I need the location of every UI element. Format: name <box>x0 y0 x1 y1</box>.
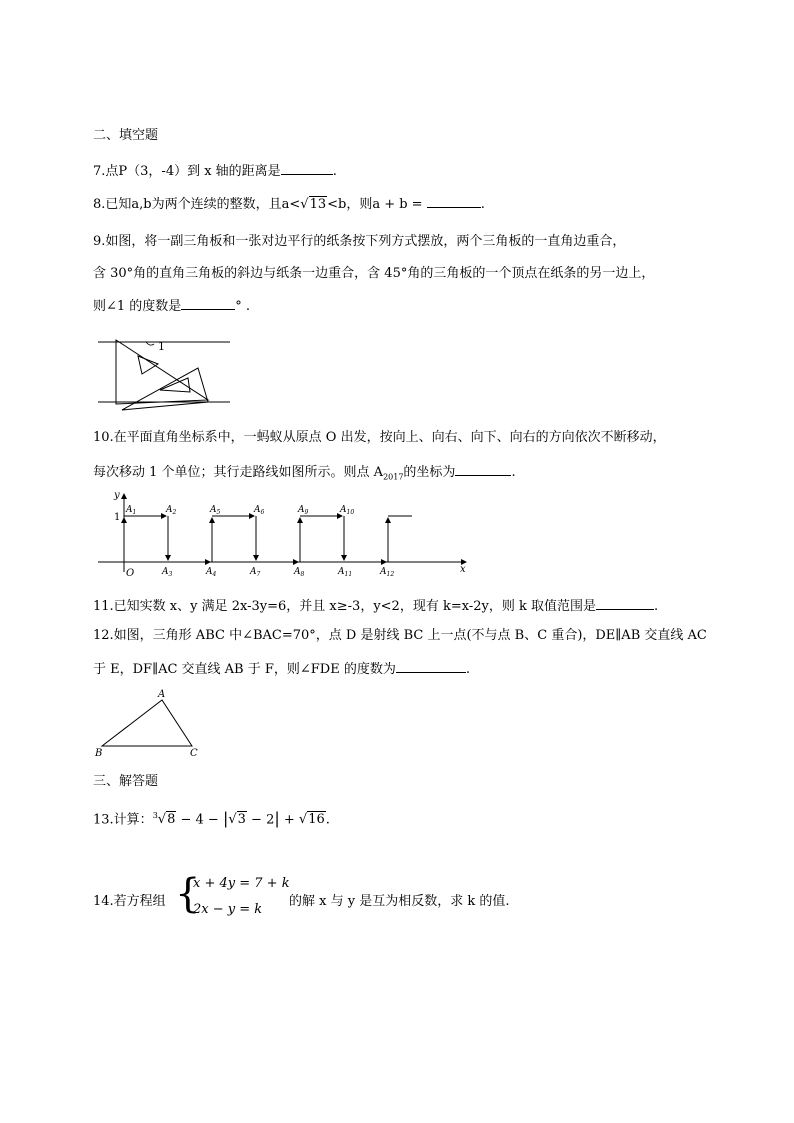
question-7-end: . <box>332 164 337 179</box>
triangle-abc-figure <box>92 686 204 758</box>
section-heading-fill-blank: 二、填空题 <box>93 128 159 143</box>
question-9-line-1: 9.如图，将一副三角板和一张对边平行的纸条按下列方式摆放，两个三角板的一直角边重合， <box>93 234 626 249</box>
answer-blank[interactable] <box>396 660 466 673</box>
question-11 <box>93 597 658 615</box>
question-13-text: 13.计算： <box>93 812 153 828</box>
question-9-text: 则∠1 的度数是 <box>93 299 182 314</box>
ant-path <box>124 516 412 562</box>
answer-blank[interactable] <box>427 195 481 208</box>
abs-bar-right: | <box>274 808 280 828</box>
question-11-text: 11.已知实数 x、y 满足 2x-3y=6，并且 x≥-3，y<2，现有 k=x-2y，则 k 取值范围是 <box>93 599 596 614</box>
cube-root-index: 3 <box>152 811 158 820</box>
abs-bar-left: | <box>222 808 229 828</box>
angle-1-label: 1 <box>158 340 165 353</box>
minus-four: − 4 − <box>176 812 223 828</box>
answer-blank[interactable] <box>455 463 511 476</box>
plus-sign: + <box>279 812 299 828</box>
answer-blank[interactable] <box>181 297 235 310</box>
question-8-text-pre: 8.已知a,b为两个连续的整数，且a< <box>93 197 301 212</box>
radicand: 8 <box>167 812 176 828</box>
question-12-line-2 <box>93 660 470 678</box>
vertex-b-label: B <box>95 748 103 758</box>
question-13 <box>93 808 330 828</box>
answer-blank[interactable] <box>596 597 654 610</box>
point-label-a9: $A_9$ <box>298 505 309 516</box>
question-8-end: . <box>480 197 485 212</box>
answer-blank[interactable] <box>281 162 333 175</box>
question-14-text: 14.若方程组 <box>93 894 166 909</box>
question-13-end: . <box>325 812 330 828</box>
triangle-45 <box>122 368 208 410</box>
question-10-line-2 <box>93 463 516 486</box>
radicand: 3 <box>237 812 246 828</box>
equation-2: 2x − y = k <box>193 902 263 917</box>
equation-1: x + 4y = 7 + k <box>193 876 290 891</box>
subscript-2017: 2017 <box>383 472 404 482</box>
x-axis-label: x <box>460 564 466 575</box>
question-12-end: . <box>465 662 470 677</box>
question-8 <box>93 195 485 213</box>
vertex-c-label: C <box>190 748 198 758</box>
point-label-a11: $A_{11}$ <box>338 567 353 578</box>
y-tick-1: 1 <box>114 512 121 523</box>
question-9-line-3 <box>93 297 250 315</box>
question-12-line-1: 12.如图，三角形 ABC 中∠BAC=70°，点 D 是射线 BC 上一点(不与点 B、C 重合)，DE∥AB 交直线 AC <box>93 628 707 643</box>
question-10-end: . <box>511 465 516 480</box>
question-10-text-b: 的坐标为 <box>403 465 456 480</box>
radicand: 16 <box>308 812 325 828</box>
question-10-line-1: 10.在平面直角坐标系中，一蚂蚁从原点 O 出发，按向上、向右、向下、向右的方向依次不断移动， <box>93 430 666 445</box>
point-label-a1: $A_1$ <box>126 505 137 516</box>
vertex-a-label: A <box>158 689 166 700</box>
point-label-a12: $A_{12}$ <box>380 567 395 578</box>
point-label-a6: $A_6$ <box>254 505 265 516</box>
triangle-abc <box>102 700 192 746</box>
question-10-text: 每次移动 1 个单位；其行走路线如图所示。则点 A <box>93 465 384 480</box>
origin-label: O <box>126 568 135 578</box>
sqrt-16: √16 <box>298 812 325 828</box>
point-label-a8: $A_8$ <box>294 567 305 578</box>
point-label-a3: $A_3$ <box>162 567 173 578</box>
point-label-a4: $A_4$ <box>206 567 217 578</box>
sqrt-3: √3 <box>228 812 246 828</box>
question-11-end: . <box>653 599 659 614</box>
y-axis-label: y <box>114 490 120 501</box>
triangle-ruler-figure <box>98 334 232 412</box>
question-9-end: ° . <box>235 299 251 314</box>
question-9-line-2: 含 30°角的直角三角板的斜边与纸条一边重合，含 45°角的三角板的一个顶点在纸条的另一边上， <box>93 266 655 281</box>
radicand: 13 <box>309 197 327 212</box>
point-label-a2: $A_2$ <box>166 505 177 516</box>
question-7 <box>93 162 337 180</box>
question-12-text: 于 E，DF∥AC 交直线 AB 于 F，则∠FDE 的度数为 <box>93 662 396 677</box>
sqrt-13: √13 <box>300 197 327 212</box>
point-label-a7: $A_7$ <box>250 567 261 578</box>
minus-two: − 2 <box>246 812 275 828</box>
point-label-a10: $A_{10}$ <box>340 505 355 516</box>
section-heading-answer: 三、解答题 <box>93 774 159 789</box>
question-7-text: 7.点P（3，-4）到 x 轴的距离是 <box>93 164 281 179</box>
system-brace: { <box>175 871 201 917</box>
question-8-text-mid: <b，则a + b = <box>327 197 427 212</box>
cube-root-8: √8 <box>157 812 176 828</box>
point-label-a5: $A_5$ <box>210 505 221 516</box>
ant-path-figure <box>96 486 476 578</box>
question-14-tail: 的解 x 与 y 是互为相反数，求 k 的值. <box>289 894 510 909</box>
